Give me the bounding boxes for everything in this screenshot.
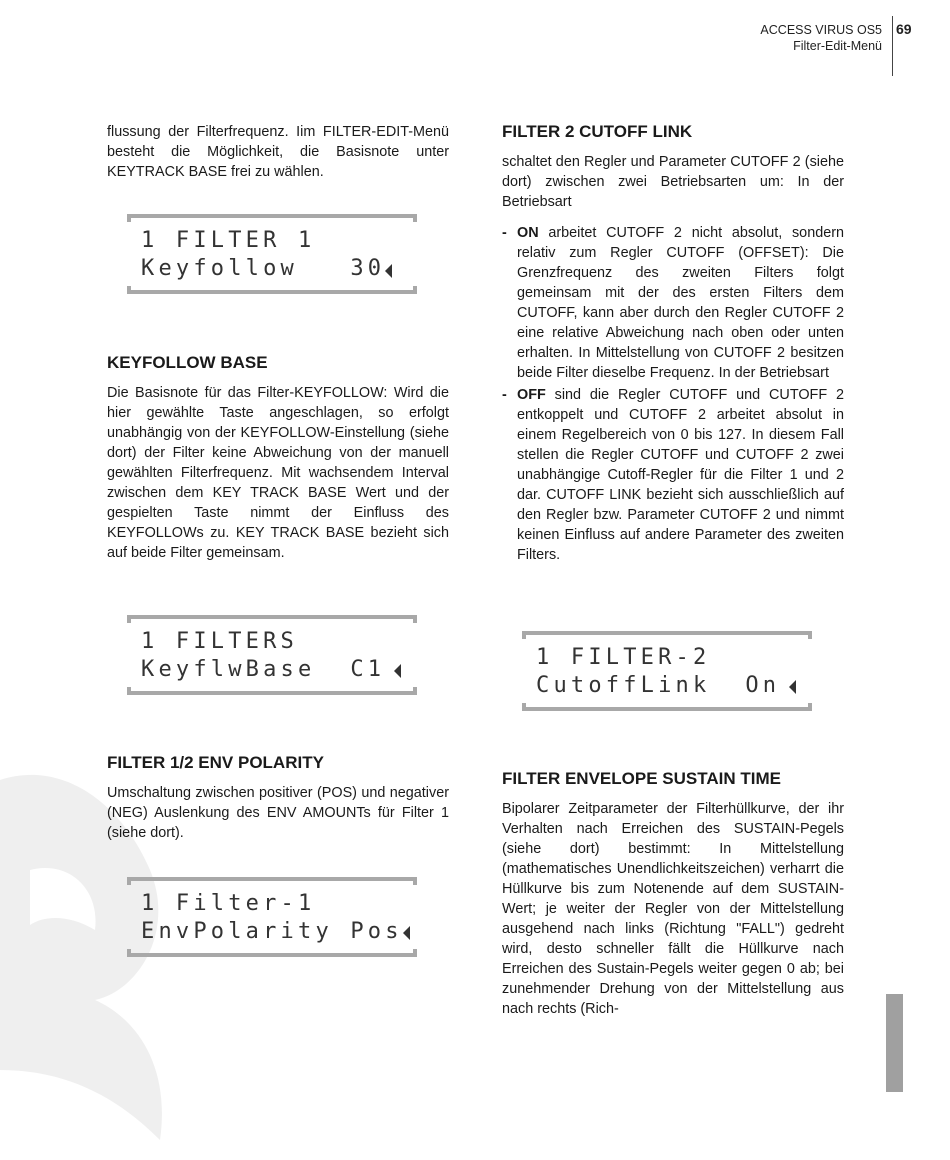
lcd-line-1: 1 Filter-1 xyxy=(141,891,316,916)
lcd-cursor-arrow-icon xyxy=(385,264,392,278)
lcd-line-2: Keyfollow 30 xyxy=(141,256,386,281)
lcd-frame-bottom xyxy=(127,949,417,957)
bullet-dash: - xyxy=(502,225,507,241)
mode-item-on xyxy=(502,223,844,383)
section-env-polarity xyxy=(107,752,449,843)
section-heading: FILTER ENVELOPE SUSTAIN TIME xyxy=(502,769,781,788)
section-body: Bipolarer Zeitparameter der Filterhüllkurve, der ihr Verhalten nach Erreichen des SUSTAIN-Pegels (siehe dort) bestimmt: In Mittelstellung (mathematisches Unendlichkeitszeichen) verharrt die Hüllkurve bis zum Notenende auf dem SUSTAIN-Wert; je weiter der Regler von der Mittelstellung ausgehend nach links (Richtung "FALL") gedreht wird, desto schneller fällt die Hüllkurve nach Erreichen des Sustain-Pegels weiter gegen 0 ab; bei zunehmender Drehung von der Mittelstellung aus nach rechts (Rich- xyxy=(502,801,844,1017)
lcd-frame-bottom xyxy=(127,687,417,695)
intro-paragraph: flussung der Filterfrequenz. Iim FILTER-EDIT-Menü besteht die Möglichkeit, die Basisnote unter KEYTRACK BASE frei zu wählen. xyxy=(107,124,449,180)
lcd-frame-bottom xyxy=(127,286,417,294)
lcd-line-2: EnvPolarity Pos xyxy=(141,919,403,944)
mode-item-off xyxy=(502,385,844,565)
header-subtitle: Filter-Edit-Menü xyxy=(793,39,882,53)
bullet-dash: - xyxy=(502,387,507,403)
mode-key: ON xyxy=(517,225,539,241)
section-heading: KEYFOLLOW BASE xyxy=(107,353,268,372)
left-intro xyxy=(107,122,449,182)
lcd-line-1: 1 FILTERS xyxy=(141,629,299,654)
running-header xyxy=(760,22,882,54)
header-divider xyxy=(892,16,893,76)
section-sustain-time xyxy=(502,768,844,1019)
section-body: Umschaltung zwischen positiver (POS) und negativer (NEG) Auslenkung des ENV AMOUNTs für Filter 1 (siehe dort). xyxy=(107,785,449,841)
lcd-line-1: 1 FILTER 1 xyxy=(141,228,316,253)
section-intro: schaltet den Regler und Parameter CUTOFF 2 (siehe dort) zwischen zwei Betriebsarten um: In der Betriebsart xyxy=(502,154,844,210)
page-number: 69 xyxy=(896,21,912,37)
lcd-cursor-arrow-icon xyxy=(403,926,410,940)
lcd-display-cutofflink xyxy=(522,631,812,711)
chapter-tab xyxy=(886,994,903,1092)
section-heading: FILTER 2 CUTOFF LINK xyxy=(502,122,693,141)
lcd-display-envpolarity xyxy=(127,877,417,957)
section-heading: FILTER 1/2 ENV POLARITY xyxy=(107,753,324,772)
mode-text: arbeitet CUTOFF 2 nicht absolut, sondern relativ zum Regler CUTOFF (OFFSET): Die Grenzfrequenz des zweiten Filters folgt gemeinsam mit der des ersten Filters dem CUTOFF, kann aber durch den Regler CUTOFF 2 eine relative Abweichung nach oben oder unten erhalten. In Mittelstellung von CUTOFF 2 besitzen beide Filter dieselbe Frequenz. In der Betriebsart xyxy=(517,225,844,381)
section-keyfollow-base xyxy=(107,352,449,563)
lcd-frame-top xyxy=(127,615,417,623)
mode-list xyxy=(502,223,844,565)
section-body: Die Basisnote für das Filter-KEYFOLLOW: Wird die hier gewählte Taste angeschlagen, so erfolgt unabhängig von der KEYFOLLOW-Einstellung (siehe dort) der Filter keine Abweichung von der manuell gewählten Filterfrequenz. Mit wachsendem Interval zwischen dem KEY TRACK BASE Wert und der gespielten Taste nimmt der Einfluss des KEYFOLLOWs zu. KEY TRACK BASE bezieht sich auf beide Filter gemeinsam. xyxy=(107,385,449,561)
mode-key: OFF xyxy=(517,387,546,403)
lcd-cursor-arrow-icon xyxy=(394,664,401,678)
lcd-line-2: KeyflwBase C1 xyxy=(141,657,386,682)
lcd-line-2: CutoffLink On xyxy=(536,673,781,698)
lcd-frame-top xyxy=(127,214,417,222)
header-title: ACCESS VIRUS OS5 xyxy=(760,23,882,37)
lcd-line-1: 1 FILTER-2 xyxy=(536,645,711,670)
lcd-display-keyflwbase xyxy=(127,615,417,695)
lcd-display-keyfollow xyxy=(127,214,417,294)
lcd-frame-top xyxy=(127,877,417,885)
lcd-frame-bottom xyxy=(522,703,812,711)
lcd-frame-top xyxy=(522,631,812,639)
mode-text: sind die Regler CUTOFF und CUTOFF 2 entkoppelt und CUTOFF 2 arbeitet absolut in einem Regelbereich von 0 bis 127. In diesem Fall stellen die Regler CUTOFF und CUTOFF 2 zwei unabhängige Cutoff-Regler für die Filter 1 und 2 dar. CUTOFF LINK bezieht sich ausschließlich auf den Regler bzw. Parameter CUTOFF 2 und nimmt keinen Einfluss auf andere Parameter des zweiten Filters. xyxy=(517,387,844,563)
section-cutoff-link xyxy=(502,121,844,567)
lcd-cursor-arrow-icon xyxy=(789,680,796,694)
